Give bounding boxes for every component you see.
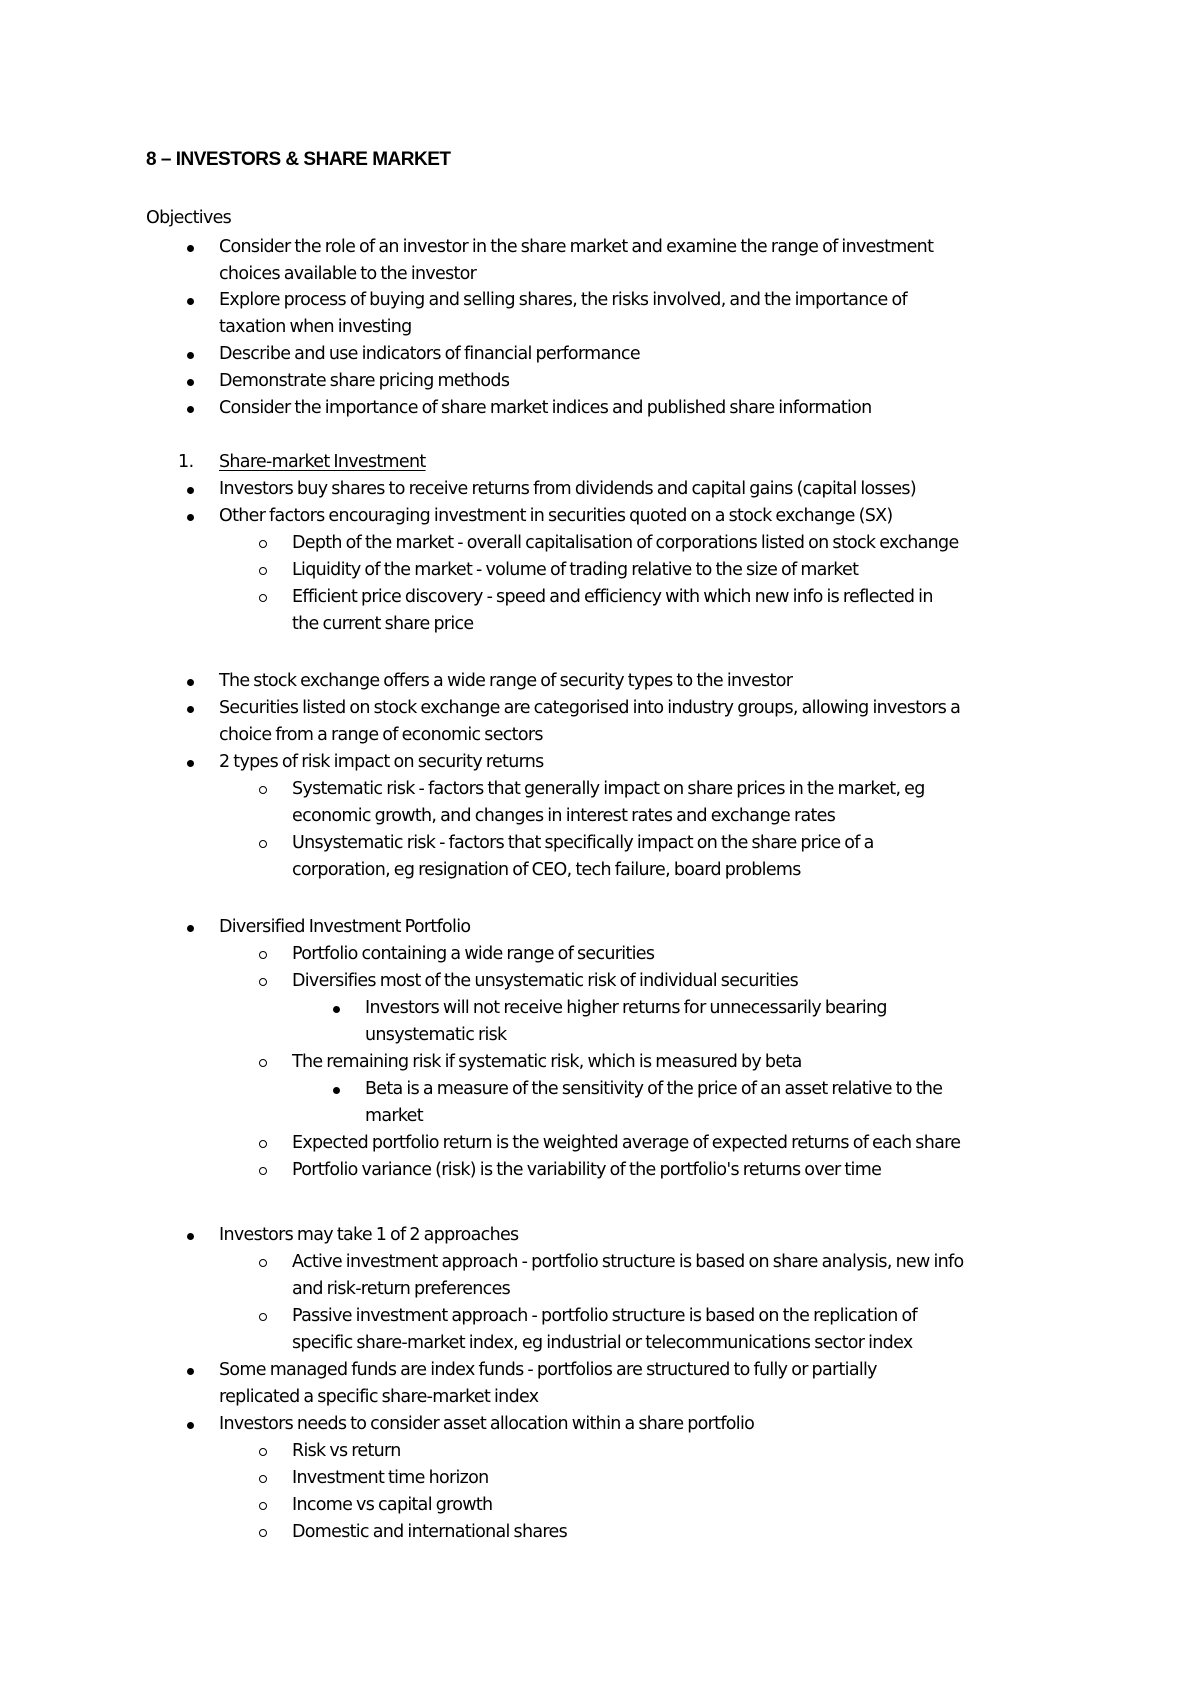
bullet-circle-icon xyxy=(259,1529,267,1537)
list-item: Passive investment approach - portfolio structure is based on the replication of xyxy=(292,1306,917,1326)
objective-item: Explore process of buying and selling shares, the risks involved, and the importance of xyxy=(219,290,907,310)
bullet-dot-icon xyxy=(333,1087,340,1094)
list-item-cont: unsystematic risk xyxy=(365,1025,507,1045)
list-item-cont: replicated a specific share-market index xyxy=(219,1387,539,1407)
list-item-cont: market xyxy=(365,1106,423,1126)
list-item: Investors buy shares to receive returns from dividends and capital gains (capital losses) xyxy=(219,479,916,499)
bullet-circle-icon xyxy=(259,1313,267,1321)
list-item: Expected portfolio return is the weighted average of expected returns of each share xyxy=(292,1133,961,1153)
list-item: 2 types of risk impact on security returns xyxy=(219,752,544,772)
bullet-circle-icon xyxy=(259,978,267,986)
objective-item: Describe and use indicators of financial performance xyxy=(219,344,640,364)
list-item: Liquidity of the market - volume of trading relative to the size of market xyxy=(292,560,859,580)
section-number: 1. xyxy=(178,452,194,472)
bullet-dot-icon xyxy=(187,406,194,413)
list-item: The stock exchange offers a wide range of security types to the investor xyxy=(219,671,793,691)
list-item: Domestic and international shares xyxy=(292,1522,567,1542)
list-item: Depth of the market - overall capitalisation of corporations listed on stock exchange xyxy=(292,533,959,553)
list-item: Diversifies most of the unsystematic risk of individual securities xyxy=(292,971,799,991)
list-item: Investors may take 1 of 2 approaches xyxy=(219,1225,519,1245)
list-item: Investors will not receive higher returns for unnecessarily bearing xyxy=(365,998,887,1018)
list-item: Investment time horizon xyxy=(292,1468,489,1488)
bullet-circle-icon xyxy=(259,540,267,548)
bullet-circle-icon xyxy=(259,1167,267,1175)
list-item: The remaining risk if systematic risk, which is measured by beta xyxy=(292,1052,802,1072)
list-item: Systematic risk - factors that generally impact on share prices in the market, eg xyxy=(292,779,925,799)
list-item: Beta is a measure of the sensitivity of the price of an asset relative to the xyxy=(365,1079,943,1099)
objective-item: Demonstrate share pricing methods xyxy=(219,371,510,391)
bullet-dot-icon xyxy=(187,925,194,932)
objective-item: Consider the role of an investor in the share market and examine the range of investment xyxy=(219,237,934,257)
list-item-cont: choice from a range of economic sectors xyxy=(219,725,543,745)
list-item-cont: specific share-market index, eg industrial or telecommunications sector index xyxy=(292,1333,913,1353)
bullet-dot-icon xyxy=(187,487,194,494)
list-item: Portfolio variance (risk) is the variability of the portfolio's returns over time xyxy=(292,1160,882,1180)
list-item: Diversified Investment Portfolio xyxy=(219,917,471,937)
bullet-dot-icon xyxy=(187,1368,194,1375)
list-item: Other factors encouraging investment in securities quoted on a stock exchange (SX) xyxy=(219,506,893,526)
bullet-circle-icon xyxy=(259,1059,267,1067)
page-title: 8 – INVESTORS & SHARE MARKET xyxy=(146,149,451,170)
list-item: Securities listed on stock exchange are categorised into industry groups, allowing investors a xyxy=(219,698,961,718)
objectives-label: Objectives xyxy=(146,208,232,228)
bullet-circle-icon xyxy=(259,840,267,848)
list-item: Some managed funds are index funds - portfolios are structured to fully or partially xyxy=(219,1360,877,1380)
bullet-dot-icon xyxy=(187,1233,194,1240)
bullet-circle-icon xyxy=(259,1448,267,1456)
bullet-circle-icon xyxy=(259,951,267,959)
list-item-cont: economic growth, and changes in interest rates and exchange rates xyxy=(292,806,836,826)
bullet-dot-icon xyxy=(187,352,194,359)
bullet-circle-icon xyxy=(259,1259,267,1267)
list-item: Investors needs to consider asset allocation within a share portfolio xyxy=(219,1414,755,1434)
list-item-cont: the current share price xyxy=(292,614,474,634)
bullet-dot-icon xyxy=(187,760,194,767)
list-item: Unsystematic risk - factors that specifically impact on the share price of a xyxy=(292,833,874,853)
bullet-circle-icon xyxy=(259,594,267,602)
bullet-dot-icon xyxy=(333,1006,340,1013)
bullet-dot-icon xyxy=(187,245,194,252)
list-item-cont: corporation, eg resignation of CEO, tech failure, board problems xyxy=(292,860,801,880)
list-item: Efficient price discovery - speed and efficiency with which new info is reflected in xyxy=(292,587,933,607)
section-heading: Share-market Investment xyxy=(219,452,426,472)
bullet-dot-icon xyxy=(187,706,194,713)
list-item: Income vs capital growth xyxy=(292,1495,493,1515)
bullet-dot-icon xyxy=(187,298,194,305)
bullet-circle-icon xyxy=(259,1140,267,1148)
list-item: Risk vs return xyxy=(292,1441,401,1461)
objective-item-cont: taxation when investing xyxy=(219,317,412,337)
bullet-dot-icon xyxy=(187,1422,194,1429)
list-item-cont: and risk-return preferences xyxy=(292,1279,511,1299)
bullet-circle-icon xyxy=(259,1475,267,1483)
list-item: Portfolio containing a wide range of securities xyxy=(292,944,655,964)
list-item: Active investment approach - portfolio structure is based on share analysis, new info xyxy=(292,1252,964,1272)
objective-item: Consider the importance of share market indices and published share information xyxy=(219,398,872,418)
bullet-dot-icon xyxy=(187,379,194,386)
bullet-circle-icon xyxy=(259,567,267,575)
bullet-dot-icon xyxy=(187,679,194,686)
bullet-circle-icon xyxy=(259,786,267,794)
bullet-dot-icon xyxy=(187,514,194,521)
objective-item-cont: choices available to the investor xyxy=(219,264,477,284)
bullet-circle-icon xyxy=(259,1502,267,1510)
